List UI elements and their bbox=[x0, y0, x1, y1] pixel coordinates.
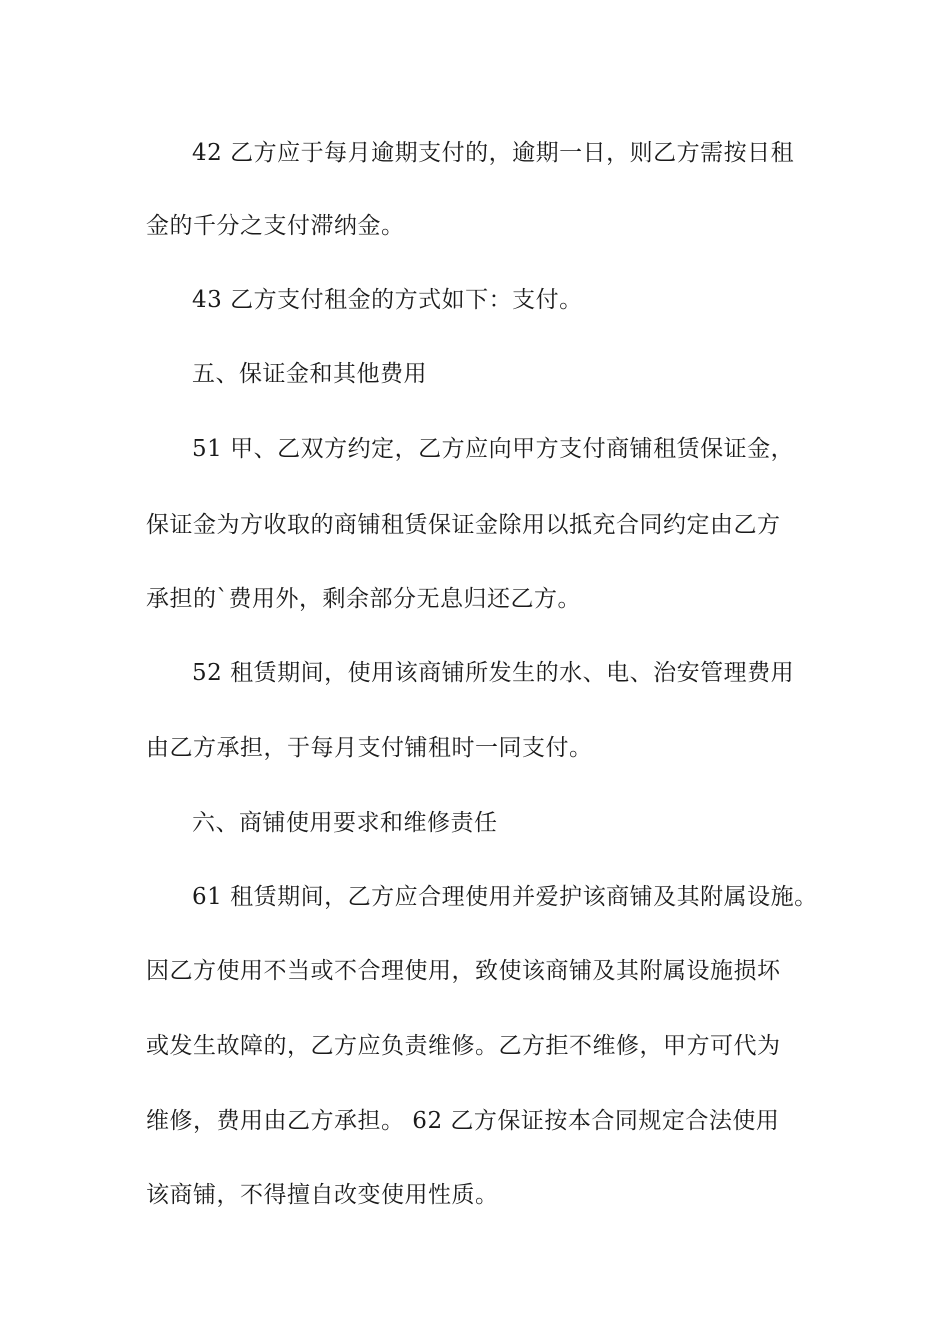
text-line: 承担的`费用外，剩余部分无息归还乙方。 bbox=[146, 586, 581, 612]
text-line: 金的千分之支付滞纳金。 bbox=[146, 213, 405, 239]
text-line: 该商铺，不得擅自改变使用性质。 bbox=[146, 1182, 499, 1208]
text-line: 或发生故障的，乙方应负责维修。乙方拒不维修，甲方可代为 bbox=[146, 1033, 781, 1059]
text-line: 43 乙方支付租金的方式如下：支付。 bbox=[192, 287, 583, 313]
text-line: 42 乙方应于每月逾期支付的，逾期一日，则乙方需按日租 bbox=[192, 140, 795, 166]
section-heading: 五、保证金和其他费用 bbox=[192, 361, 427, 387]
section-heading: 六、商铺使用要求和维修责任 bbox=[192, 810, 498, 836]
text-line: 51 甲、乙双方约定，乙方应向甲方支付商铺租赁保证金， bbox=[192, 436, 795, 462]
text-line: 52 租赁期间，使用该商铺所发生的水、电、治安管理费用 bbox=[192, 660, 795, 686]
text-line: 维修，费用由乙方承担。 62 乙方保证按本合同规定合法使用 bbox=[146, 1108, 780, 1134]
text-line: 61 租赁期间，乙方应合理使用并爱护该商铺及其附属设施。 bbox=[192, 884, 818, 910]
text-line: 保证金为方收取的商铺租赁保证金除用以抵充合同约定由乙方 bbox=[146, 512, 781, 538]
text-line: 因乙方使用不当或不合理使用，致使该商铺及其附属设施损坏 bbox=[146, 958, 781, 984]
text-line: 由乙方承担，于每月支付铺租时一同支付。 bbox=[146, 735, 593, 761]
